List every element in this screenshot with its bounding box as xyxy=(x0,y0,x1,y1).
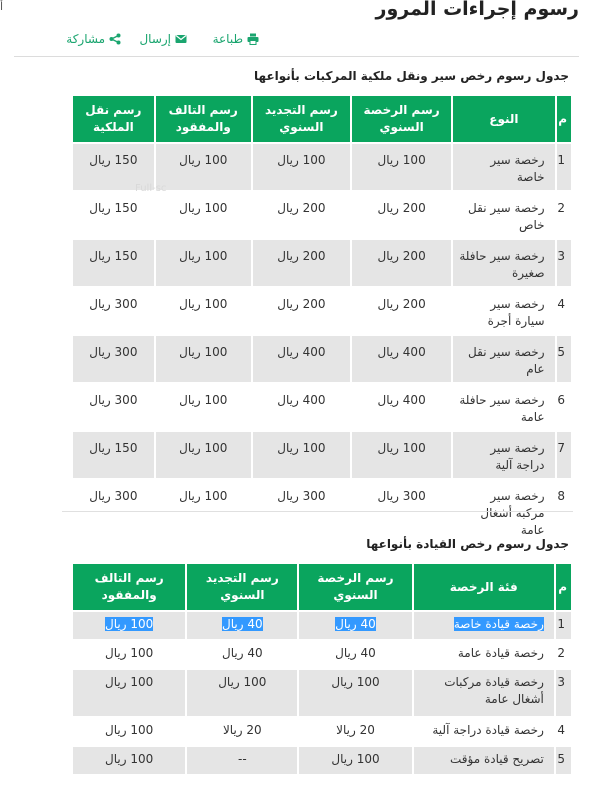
license-category: رخصة قيادة عامة xyxy=(457,646,544,660)
lost-fee: 100 ريال xyxy=(156,432,251,478)
renewal-fee: 400 ريال xyxy=(277,393,326,407)
column-header-category: فئة الرخصة xyxy=(414,564,554,610)
action-bar xyxy=(14,30,579,57)
row-number: 4 xyxy=(557,723,565,737)
renewal-fee: 100 ريال xyxy=(253,432,350,478)
table-header-row xyxy=(73,96,571,142)
share-link[interactable] xyxy=(66,32,121,46)
row-number: 7 xyxy=(557,432,571,478)
transfer-fee: 150 ريال xyxy=(89,201,138,215)
table-row xyxy=(73,336,571,382)
renewal-fee: 400 ريال xyxy=(253,336,350,382)
table-header-row xyxy=(73,564,571,610)
row-number: 5 xyxy=(556,747,571,774)
send-link[interactable] xyxy=(139,32,187,46)
license-category: رخصة قيادة دراجة آلية xyxy=(432,723,544,737)
annual-fee: 200 ريال xyxy=(352,240,451,286)
annual-fee: 100 ريال xyxy=(352,432,451,478)
license-type: رخصة سير نقل عام xyxy=(453,336,554,382)
column-header-annual-fee: رسم الرخصة السنوي xyxy=(352,96,451,142)
annual-fee: 400 ريال xyxy=(352,336,451,382)
transfer-fee: 300 ريال xyxy=(73,336,154,382)
row-number: 8 xyxy=(557,489,565,503)
annual-fee: 200 ريال xyxy=(377,297,426,311)
renewal-fee: 20 ريالا xyxy=(222,723,262,737)
share-label: مشاركة xyxy=(66,32,105,46)
selected-text: 100 ريال xyxy=(105,617,154,631)
row-number: 3 xyxy=(556,670,571,716)
print-link[interactable] xyxy=(213,32,259,46)
section-divider xyxy=(62,511,573,512)
annual-fee: 400 ريال xyxy=(377,393,426,407)
row-number: 4 xyxy=(557,297,565,311)
annual-fee: 40 ريال xyxy=(335,646,376,660)
transfer-fee: 300 ريال xyxy=(89,489,138,503)
lost-fee: 100 ريال xyxy=(179,201,228,215)
driving-fees-table xyxy=(71,562,573,776)
driving-table-title: جدول رسوم رخص القيادة بأنواعها xyxy=(366,537,569,551)
row-number: 6 xyxy=(557,393,565,407)
selected-text: 40 ريال xyxy=(222,617,263,631)
column-header-lost-fee: رسم التالف والمفقود xyxy=(73,564,185,610)
annual-fee: 100 ريال xyxy=(299,747,411,774)
renewal-fee: 200 ريال xyxy=(277,297,326,311)
license-type: رخصة سير سيارة أجرة xyxy=(487,297,545,328)
row-number: 2 xyxy=(557,201,565,215)
renewal-fee: 40 ريال xyxy=(222,646,263,660)
license-type: رخصة سير دراجة آلية xyxy=(453,432,554,478)
fullscreen-hover-tip: Full-sc xyxy=(135,183,167,194)
table-row xyxy=(73,384,571,430)
table-row xyxy=(73,670,571,716)
renewal-fee: 100 ريال xyxy=(253,144,350,190)
license-type: رخصة سير حافلة صغيرة xyxy=(453,240,554,286)
table-row xyxy=(73,432,571,478)
send-label: إرسال xyxy=(139,32,171,46)
column-header-number: م xyxy=(557,96,571,142)
selected-text: رخصة قيادة خاصة xyxy=(453,617,544,631)
lost-fee: 100 ريال xyxy=(156,336,251,382)
share-icon xyxy=(109,33,121,45)
license-type: رخصة سير خاصة xyxy=(453,144,554,190)
row-number: 2 xyxy=(557,646,565,660)
table-row-selected xyxy=(73,612,571,639)
license-category xyxy=(414,612,554,639)
annual-fee: 100 ريال xyxy=(352,144,451,190)
transfer-fee: 150 ريال xyxy=(73,432,154,478)
envelope-icon xyxy=(175,33,187,45)
transfer-fee: 300 ريال xyxy=(89,393,138,407)
license-category: رخصة قيادة مركبات أشغال عامة xyxy=(414,670,554,716)
table-row xyxy=(73,747,571,774)
column-header-transfer-fee: رسم نقل الملكية xyxy=(73,96,154,142)
transfer-fee: 150 ريال xyxy=(73,144,154,190)
table-row xyxy=(73,718,571,745)
table-row xyxy=(73,641,571,668)
lost-fee: 100 ريال xyxy=(179,297,228,311)
selected-text: 40 ريال xyxy=(335,617,376,631)
lost-fee: 100 ريال xyxy=(105,646,154,660)
vehicle-fees-table xyxy=(71,94,573,545)
transfer-fee: 300 ريال xyxy=(89,297,138,311)
renewal-fee: 200 ريال xyxy=(277,201,326,215)
renewal-fee: -- xyxy=(187,747,297,774)
column-header-renewal-fee: رسم التجديد السنوي xyxy=(187,564,297,610)
table-row xyxy=(73,288,571,334)
column-header-type: النوع xyxy=(453,96,554,142)
renewal-fee: 200 ريال xyxy=(253,240,350,286)
vehicle-table-title: جدول رسوم رخص سير ونقل ملكية المركبات بأنواعها xyxy=(254,69,569,83)
column-header-renewal-fee: رسم التجديد السنوي xyxy=(253,96,350,142)
page-title: رسوم إجراءات المرور xyxy=(375,0,579,20)
license-type: رخصة سير حافلة عامة xyxy=(459,393,545,424)
column-header-lost-fee: رسم التالف والمفقود xyxy=(156,96,251,142)
annual-fee: 300 ريال xyxy=(377,489,426,503)
row-number: 5 xyxy=(557,336,571,382)
table-row xyxy=(73,192,571,238)
license-type: رخصة سير نقل خاص xyxy=(468,201,545,232)
lost-fee: 100 ريال xyxy=(179,489,228,503)
corner-mark: أ xyxy=(0,0,4,13)
row-number: 1 xyxy=(556,612,571,639)
renewal-fee xyxy=(187,612,297,639)
renewal-fee: 100 ريال xyxy=(187,670,297,716)
license-type: رخصة سير مركبة أشغال عامة xyxy=(480,489,545,537)
table-row xyxy=(73,240,571,286)
lost-fee: 100 ريال xyxy=(156,144,251,190)
row-number: 1 xyxy=(557,144,571,190)
transfer-fee: 150 ريال xyxy=(73,240,154,286)
lost-fee: 100 ريال xyxy=(73,747,185,774)
lost-fee: 100 ريال xyxy=(105,723,154,737)
lost-fee xyxy=(73,612,185,639)
annual-fee: 200 ريال xyxy=(377,201,426,215)
license-category: تصريح قيادة مؤقت xyxy=(414,747,554,774)
annual-fee xyxy=(299,612,411,639)
lost-fee: 100 ريال xyxy=(179,393,228,407)
column-header-annual-fee: رسم الرخصة السنوي xyxy=(299,564,411,610)
lost-fee: 100 ريال xyxy=(156,240,251,286)
row-number: 3 xyxy=(557,240,571,286)
annual-fee: 100 ريال xyxy=(299,670,411,716)
renewal-fee: 300 ريال xyxy=(277,489,326,503)
print-label: طباعة xyxy=(212,32,243,46)
lost-fee: 100 ريال xyxy=(73,670,185,716)
annual-fee: 20 ريالا xyxy=(336,723,375,737)
print-icon xyxy=(247,33,259,45)
column-header-number: م xyxy=(556,564,571,610)
